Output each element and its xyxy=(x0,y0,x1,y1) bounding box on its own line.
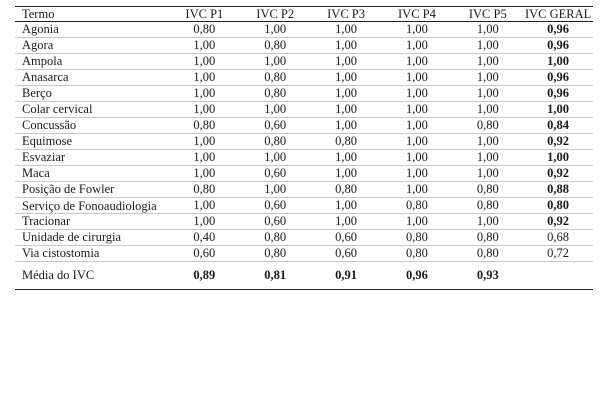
value-p5: 0,80 xyxy=(452,118,523,134)
value-p3: 1,00 xyxy=(311,214,382,230)
value-p1: 0,60 xyxy=(169,246,240,262)
value-p5: 0,80 xyxy=(452,246,523,262)
table-body xyxy=(15,22,593,290)
value-p3: 1,00 xyxy=(311,22,382,38)
value-p4: 1,00 xyxy=(382,150,453,166)
value-geral: 0,96 xyxy=(523,70,593,86)
value-p5: 1,00 xyxy=(452,134,523,150)
value-geral: 0,88 xyxy=(523,182,593,198)
value-p1: 1,00 xyxy=(169,166,240,182)
value-p3: 0,80 xyxy=(311,182,382,198)
value-p4: 1,00 xyxy=(382,38,453,54)
value-p2: 1,00 xyxy=(240,54,311,70)
value-geral: 0,68 xyxy=(523,230,593,246)
value-p2: 0,80 xyxy=(240,70,311,86)
value-p1: 1,00 xyxy=(169,214,240,230)
value-p4: 1,00 xyxy=(382,166,453,182)
value-p2: 0,60 xyxy=(240,198,311,214)
table-row xyxy=(15,70,593,86)
value-geral: 0,92 xyxy=(523,214,593,230)
value-p5: 1,00 xyxy=(452,86,523,102)
table-total-row xyxy=(15,262,593,290)
table-row xyxy=(15,246,593,262)
value-p3: 1,00 xyxy=(311,166,382,182)
term-label: Via cistostomia xyxy=(15,246,169,262)
table-row xyxy=(15,134,593,150)
value-p2: 0,80 xyxy=(240,230,311,246)
table-row xyxy=(15,118,593,134)
value-p3: 1,00 xyxy=(311,54,382,70)
value-p4: 0,80 xyxy=(382,246,453,262)
value-geral: 0,92 xyxy=(523,134,593,150)
value-p4: 1,00 xyxy=(382,182,453,198)
table-row xyxy=(15,230,593,246)
value-p5: 0,80 xyxy=(452,182,523,198)
value-geral: 0,72 xyxy=(523,246,593,262)
term-label: Serviço de Fonoaudiologia xyxy=(15,198,169,214)
value-geral: 0,84 xyxy=(523,118,593,134)
value-p1: 0,80 xyxy=(169,182,240,198)
value-p3: 1,00 xyxy=(311,38,382,54)
value-p3: 1,00 xyxy=(311,102,382,118)
term-label: Unidade de cirurgia xyxy=(15,230,169,246)
value-geral: 0,96 xyxy=(523,22,593,38)
value-p4: 1,00 xyxy=(382,134,453,150)
value-p2: 0,80 xyxy=(240,38,311,54)
column-header-termo: Termo xyxy=(15,7,169,22)
value-p4: 1,00 xyxy=(382,86,453,102)
column-header-ivc-p5: IVC P5 xyxy=(452,7,523,22)
value-p5: 0,80 xyxy=(452,230,523,246)
term-label: Esvaziar xyxy=(15,150,169,166)
value-p1: 0,40 xyxy=(169,230,240,246)
table-row xyxy=(15,38,593,54)
column-header-ivc-p3: IVC P3 xyxy=(311,7,382,22)
column-header-ivc-geral: IVC GERAL xyxy=(524,7,592,21)
value-p1: 1,00 xyxy=(169,70,240,86)
value-geral: 0,96 xyxy=(523,38,593,54)
value-p1: 1,00 xyxy=(169,38,240,54)
value-geral: 0,96 xyxy=(523,86,593,102)
value-p1: 1,00 xyxy=(169,54,240,70)
table-header-row xyxy=(15,7,593,22)
value-p1: 1,00 xyxy=(169,198,240,214)
table-header xyxy=(15,7,593,22)
value-p4: 0,80 xyxy=(382,198,453,214)
table-row xyxy=(15,214,593,230)
value-p1: 0,80 xyxy=(169,22,240,38)
value-p4: 0,80 xyxy=(382,230,453,246)
value-p3: 0,60 xyxy=(311,246,382,262)
column-header-ivc-p2: IVC P2 xyxy=(240,7,311,22)
value-p1: 0,80 xyxy=(169,118,240,134)
value-geral: 1,00 xyxy=(523,150,593,166)
term-label: Colar cervical xyxy=(15,102,169,118)
value-p5: 1,00 xyxy=(452,166,523,182)
value-p2: 0,80 xyxy=(240,86,311,102)
table-row xyxy=(15,182,593,198)
value-p4: 1,00 xyxy=(382,214,453,230)
value-p4: 1,00 xyxy=(382,54,453,70)
table-row xyxy=(15,86,593,102)
term-label: Posição de Fowler xyxy=(15,182,169,198)
value-p2: 0,60 xyxy=(240,118,311,134)
term-label: Agonia xyxy=(15,22,169,38)
term-label: Tracionar xyxy=(15,214,169,230)
ivc-table xyxy=(15,6,593,290)
value-p5: 0,80 xyxy=(452,198,523,214)
value-p5: 1,00 xyxy=(452,22,523,38)
value-geral: 1,00 xyxy=(523,102,593,118)
value-p3: 1,00 xyxy=(311,198,382,214)
table-row xyxy=(15,102,593,118)
value-p1: 1,00 xyxy=(169,150,240,166)
value-p2: 0,80 xyxy=(240,134,311,150)
value-p2: 0,60 xyxy=(240,166,311,182)
value-geral: 0,92 xyxy=(523,166,593,182)
value-p2: 1,00 xyxy=(240,150,311,166)
column-header-ivc-p1: IVC P1 xyxy=(169,7,240,22)
value-p5: 1,00 xyxy=(452,150,523,166)
table-row xyxy=(15,150,593,166)
term-label: Equimose xyxy=(15,134,169,150)
value-p2: 1,00 xyxy=(240,102,311,118)
value-p1: 1,00 xyxy=(169,134,240,150)
table-row xyxy=(15,54,593,70)
term-label: Berço xyxy=(15,86,169,102)
value-p3: 0,60 xyxy=(311,230,382,246)
total-value-geral xyxy=(523,262,593,290)
value-p3: 1,00 xyxy=(311,118,382,134)
value-geral: 1,00 xyxy=(523,54,593,70)
value-p2: 1,00 xyxy=(240,182,311,198)
term-label: Anasarca xyxy=(15,70,169,86)
value-p3: 1,00 xyxy=(311,70,382,86)
value-p5: 1,00 xyxy=(452,70,523,86)
value-p5: 1,00 xyxy=(452,54,523,70)
total-value-p1: 0,89 xyxy=(169,262,240,290)
term-label: Agora xyxy=(15,38,169,54)
value-p3: 1,00 xyxy=(311,86,382,102)
table-row xyxy=(15,166,593,182)
term-label: Ampola xyxy=(15,54,169,70)
value-p4: 1,00 xyxy=(382,22,453,38)
value-p2: 1,00 xyxy=(240,22,311,38)
value-geral: 0,80 xyxy=(523,198,593,214)
column-header-ivc-p4: IVC P4 xyxy=(382,7,453,22)
value-p2: 0,80 xyxy=(240,246,311,262)
value-p5: 1,00 xyxy=(452,38,523,54)
ivc-table-container xyxy=(15,6,593,290)
table-row xyxy=(15,22,593,38)
value-p3: 1,00 xyxy=(311,150,382,166)
total-row-label: Média do IVC xyxy=(15,262,169,290)
total-value-p4: 0,96 xyxy=(382,262,453,290)
total-value-p3: 0,91 xyxy=(311,262,382,290)
value-p4: 1,00 xyxy=(382,70,453,86)
table-row xyxy=(15,198,593,214)
value-p1: 1,00 xyxy=(169,86,240,102)
value-p2: 0,60 xyxy=(240,214,311,230)
value-p3: 0,80 xyxy=(311,134,382,150)
total-value-p5: 0,93 xyxy=(452,262,523,290)
term-label: Maca xyxy=(15,166,169,182)
value-p1: 1,00 xyxy=(169,102,240,118)
total-value-p2: 0,81 xyxy=(240,262,311,290)
value-p4: 1,00 xyxy=(382,118,453,134)
value-p5: 1,00 xyxy=(452,102,523,118)
term-label: Concussão xyxy=(15,118,169,134)
value-p5: 1,00 xyxy=(452,214,523,230)
value-p4: 1,00 xyxy=(382,102,453,118)
